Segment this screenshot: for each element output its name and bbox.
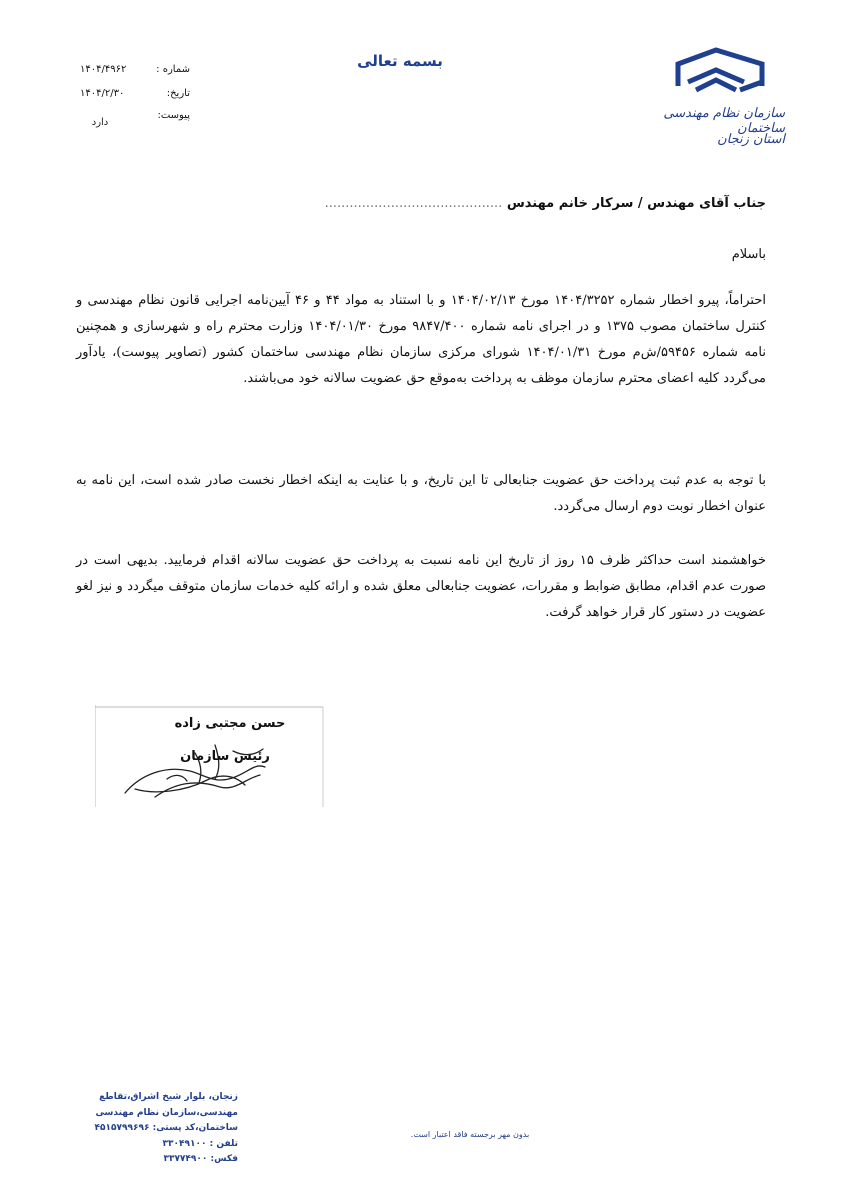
address-line-3: ساختمان،کد پستی: ۴۵۱۵۷۹۹۶۹۶ — [94, 1123, 238, 1133]
signatory-title: رئیس سازمان — [180, 749, 270, 764]
recipient-title: جناب آقای مهندس / سرکار خانم مهندس — [506, 196, 766, 211]
attachment-value: دارد — [91, 117, 109, 128]
signatory-name: حسن مجتبی زاده — [174, 716, 286, 731]
footer-address — [78, 1090, 238, 1168]
date-value: ۱۴۰۴/۲/۳۰ — [80, 88, 125, 99]
greeting: باسلام — [731, 247, 766, 262]
fax-number: فکس: ۳۳۷۷۴۹۰۰ — [163, 1154, 238, 1164]
letter-paragraph-1: احتراماً، پیرو اخطار شماره ۱۴۰۴/۳۲۵۲ مورخ ۱۴۰۴/۰۲/۱۳ و با استناد به مواد ۴۴ و ۴۶ آیین‌نامه اجرایی قانون نظام مهندسی و کنترل ساختمان مصوب ۱۳۷۵ و در اجرای نامه شماره ۹۸۴۷/۴۰۰ مورخ ۱۴۰۴/۰۱/۳۰ وزارت محترم راه و شهرسازی و همچنین نامه شماره ۵۹۴۵۶/ش‌م مورخ ۱۴۰۴/۰۱/۳۱ شورای مرکزی سازمان نظام مهندسی ساختمان کشور (تصاویر پیوست)، یادآور می‌گردد کلیه اعضای محترم سازمان موظف به پرداخت به‌موقع حق عضویت سالانه خود می‌باشند. — [76, 293, 767, 386]
address-line-1: زنجان، بلوار شیخ اشراق،تقاطع — [99, 1092, 238, 1102]
attachment-label: پیوست: — [157, 110, 190, 121]
letter-paragraph-3: خواهشمند است حداکثر ظرف ۱۵ روز از تاریخ این نامه نسبت به پرداخت حق عضویت سالانه اقدام فرمایید. بدیهی است در صورت عدم اقدام، مطابق ضوابط و مقررات، عضویت جنابعالی معلق شده و ارائه کلیه خدمات سازمان متوقف میگردد و نیز لغو عضویت در دستور کار قرار خواهد گرفت. — [76, 553, 766, 620]
building-roof-logo-icon — [670, 42, 770, 102]
address-line-2: مهندسی،سازمان نظام مهندسی — [95, 1107, 238, 1118]
date-label: تاریخ: — [166, 88, 190, 99]
phone-number: تلفن : ۳۳۰۴۹۱۰۰ — [162, 1138, 238, 1149]
number-value: ۱۴۰۴/۴۹۶۲ — [80, 64, 127, 75]
number-label: شماره : — [156, 64, 190, 75]
organization-logo — [655, 42, 785, 167]
recipient-line — [66, 196, 766, 211]
recipient-dots: ........................................... — [324, 196, 503, 211]
org-name-line1: سازمان نظام مهندسی ساختمان — [663, 106, 785, 136]
stamp-validity-note: بدون مهر برجسته فاقد اعتبار است. — [410, 1130, 530, 1139]
org-name-line2: استان زنجان — [717, 132, 785, 147]
letter-paragraph-2: با توجه به عدم ثبت پرداخت حق عضویت جنابعالی تا این تاریخ، و با عنایت به اینکه اخطار نخست صادر شده است، این نامه به عنوان اخطار نوبت دوم ارسال می‌گردد. — [76, 473, 766, 514]
bismillah-heading: بسمه تعالی — [357, 52, 443, 70]
